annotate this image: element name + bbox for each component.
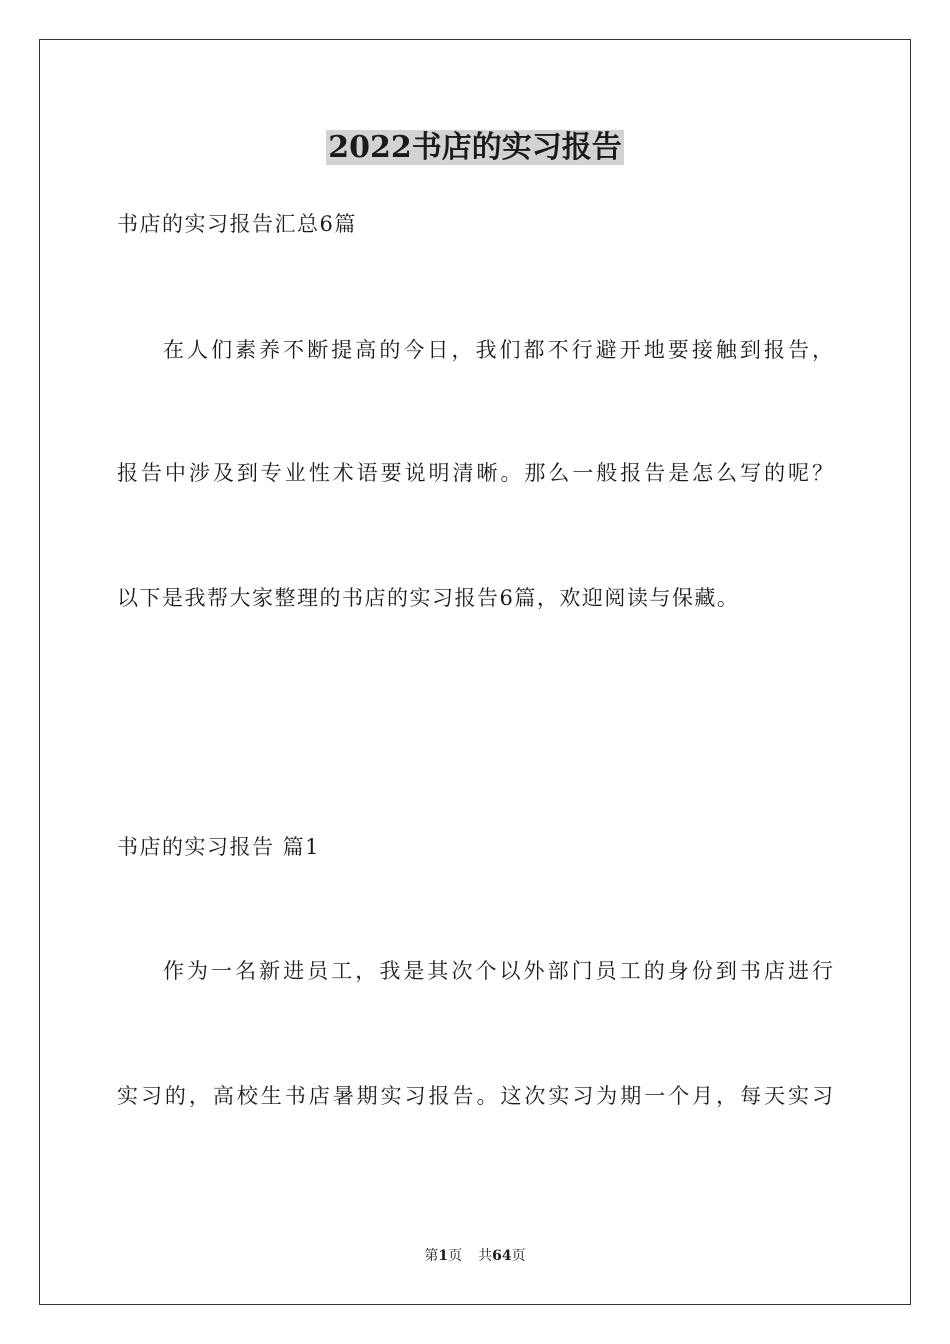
- intro-line-2: 报告中涉及到专业性术语要说明清晰。那么一般报告是怎么写的呢？: [117, 461, 833, 485]
- page-footer: [0, 1246, 950, 1266]
- section-line-1: 作为一名新进员工，我是其次个以外部门员工的身份到书店进行: [163, 959, 833, 983]
- footer-total-pages: 64: [492, 1248, 512, 1264]
- footer-page-number: 1: [438, 1248, 449, 1264]
- footer-total-suffix: 页: [511, 1248, 526, 1264]
- document-subtitle: 书店的实习报告汇总6篇: [117, 212, 357, 236]
- footer-page-prefix: 第: [424, 1248, 439, 1264]
- intro-line-1: 在人们素养不断提高的今日，我们都不行避开地要接触到报告，: [163, 338, 833, 362]
- document-title: [0, 126, 950, 170]
- footer-total-prefix: 共: [478, 1248, 493, 1264]
- document-title-text: 2022书店的实习报告: [328, 130, 622, 165]
- footer-page-suffix: 页: [448, 1248, 463, 1264]
- intro-line-3: 以下是我帮大家整理的书店的实习报告6篇，欢迎阅读与保藏。: [117, 586, 740, 610]
- section-heading: 书店的实习报告 篇1: [117, 835, 321, 859]
- section-line-2: 实习的，高校生书店暑期实习报告。这次实习为期一个月，每天实习: [117, 1084, 833, 1108]
